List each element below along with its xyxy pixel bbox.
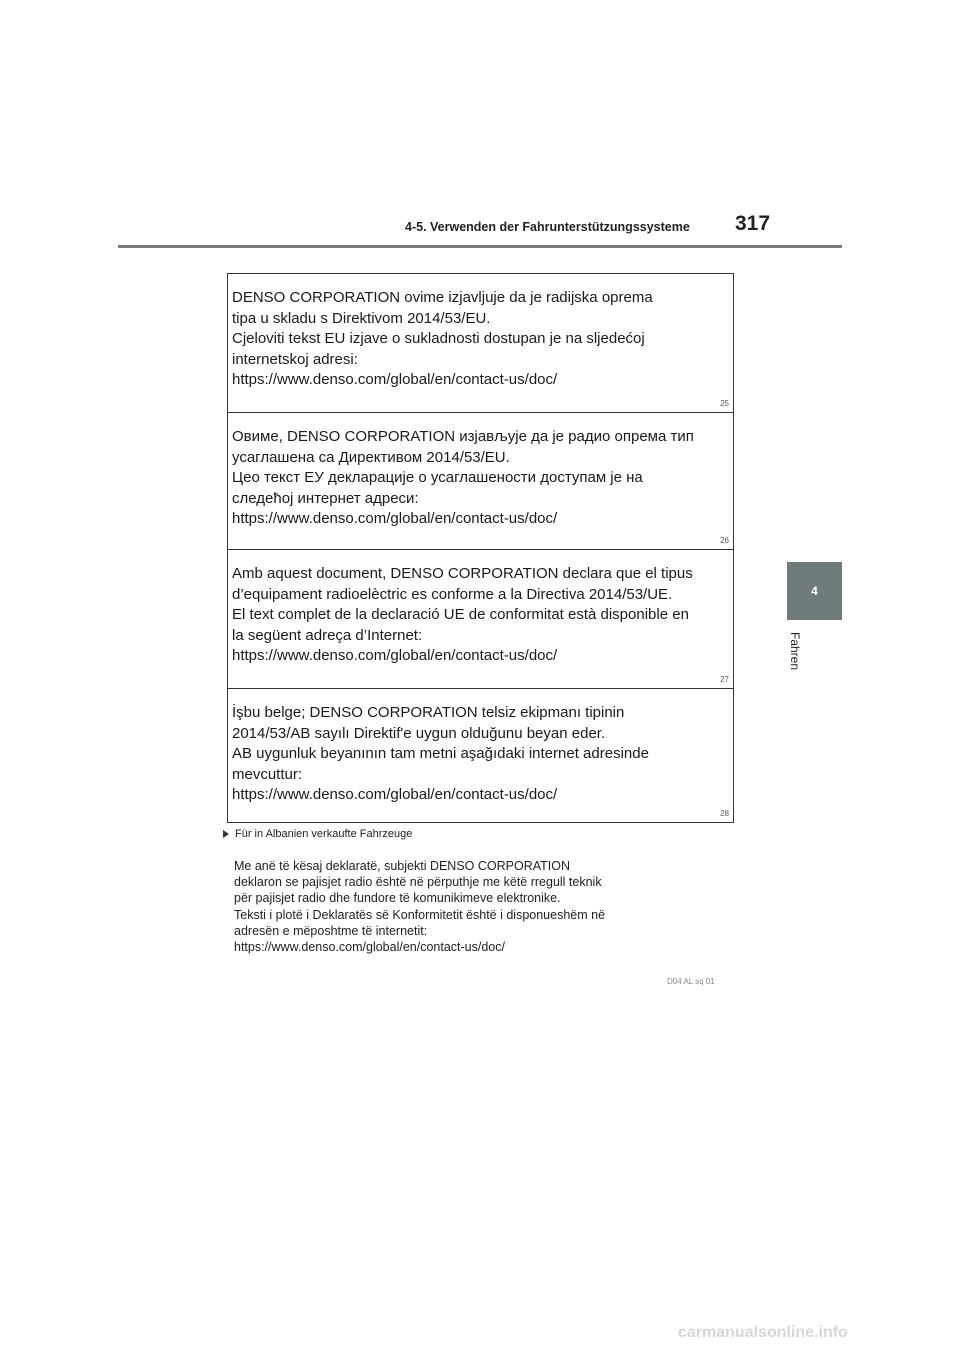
declaration-text (232, 288, 727, 391)
declaration-line: https://www.denso.com/global/en/contact-us/doc/ (232, 786, 558, 804)
albania-heading (223, 828, 412, 840)
declaration-line: https://www.denso.com/global/en/contact-us/doc/ (232, 647, 558, 665)
chapter-number: 4 (811, 584, 818, 598)
chapter-tab (787, 562, 842, 620)
albania-line: adresën e mëposhtme të internetit: (234, 923, 428, 938)
declaration-line: mevcuttur: (232, 765, 303, 783)
declaration-line: https://www.denso.com/global/en/contact-us/doc/ (232, 510, 558, 528)
declaration-line: tipa u skladu s Direktivom 2014/53/EU. (232, 309, 491, 327)
declaration-serbian (228, 412, 733, 549)
declaration-ref: 26 (720, 536, 729, 545)
declaration-line: El text complet de la declaració UE de conformitat està disponible en (232, 606, 689, 624)
declaration-text (232, 427, 727, 530)
declaration-catalan (228, 549, 733, 688)
declaration-text (232, 564, 727, 667)
declaration-ref: 28 (720, 809, 729, 818)
declaration-line: 2014/53/AB sayılı Direktif'e uygun olduğunu beyan eder. (232, 724, 606, 742)
declaration-line: DENSO CORPORATION ovime izjavljuje da je radijska oprema (232, 289, 653, 306)
section-title: 4-5. Verwenden der Fahrunterstützungssysteme (405, 220, 690, 234)
albania-line: Me anë të kësaj deklaratë, subjekti DENSO CORPORATION (234, 859, 570, 873)
declaration-line: https://www.denso.com/global/en/contact-us/doc/ (232, 371, 558, 389)
albania-line: për pajisjet radio dhe fundore të komunikimeve elektronike. (234, 891, 561, 906)
header-divider (118, 245, 842, 248)
declaration-line: Цео текст ЕУ декларације о усаглашености доступам је на (232, 469, 643, 487)
chapter-label: Fahren (788, 632, 802, 671)
albania-line: Teksti i plotë i Deklaratës së Konformitetit është i disponueshëm në (234, 907, 606, 922)
declaration-line: Cjeloviti tekst EU izjave o sukladnosti dostupan je na sljedećoj (232, 330, 645, 348)
declaration-line: AB uygunluk beyanının tam metni aşağıdaki internet adresinde (232, 745, 649, 763)
declaration-line: d’equipament radioelèctric es conforme a la Directiva 2014/53/UE. (232, 585, 673, 603)
albania-line: https://www.denso.com/global/en/contact-us/doc/ (234, 940, 505, 955)
albania-heading-text: Für in Albanien verkaufte Fahrzeuge (235, 828, 413, 840)
declaration-line: усаглашена са Директивом 2014/53/EU. (232, 448, 510, 466)
declaration-croatian (228, 274, 733, 412)
albania-declaration (234, 858, 605, 955)
triangle-bullet-icon (223, 830, 229, 838)
watermark: carmanualsonline.info (678, 1324, 848, 1341)
declaration-ref: 25 (720, 399, 729, 408)
declaration-text (232, 703, 727, 806)
declaration-line: Овиме, DENSO CORPORATION изјављује да је радио опрема тип (232, 428, 694, 445)
declaration-line: la següent adreça d’Internet: (232, 626, 423, 644)
declaration-line: Amb aquest document, DENSO CORPORATION declara que el tipus (232, 565, 693, 582)
declaration-table (227, 273, 734, 823)
declaration-ref: 27 (720, 675, 729, 684)
page-number: 317 (735, 212, 771, 235)
declaration-line: İşbu belge; DENSO CORPORATION telsiz ekipmanı tipinin (232, 704, 625, 721)
albania-line: deklaron se pajisjet radio është në përputhje me këtë rregull teknik (234, 875, 602, 890)
declaration-turkish (228, 688, 733, 822)
declaration-line: internetskoj adresi: (232, 350, 358, 368)
declaration-line: следећој интернет адреси: (232, 489, 419, 507)
albania-ref: D04 AL sq 01 (667, 977, 715, 986)
